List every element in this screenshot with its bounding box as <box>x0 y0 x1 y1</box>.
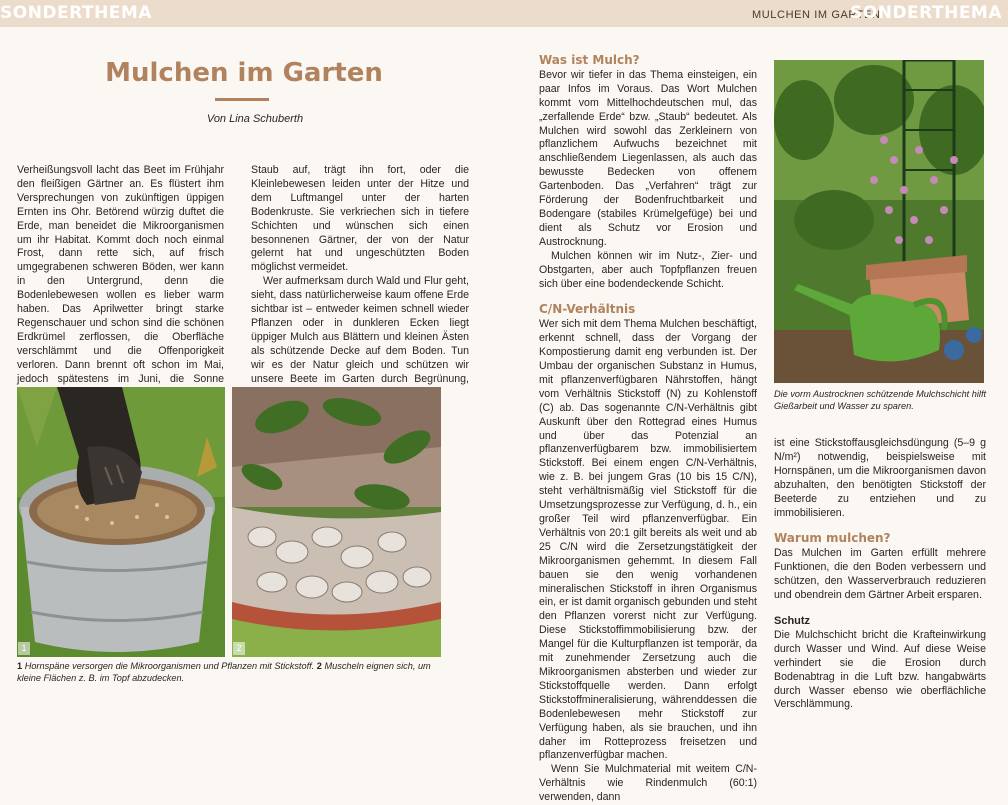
horn-shavings-image <box>17 387 225 657</box>
photo-mussel-shells <box>232 387 441 657</box>
column-1 <box>17 164 224 400</box>
heading-schutz: Schutz <box>774 614 811 627</box>
paragraph: ist eine Stickstoffausgleichsdüngung (5–9 g N/m²) notwendig, beispielsweise mit Hornspänen, um die Mikroorganismen davon abzuhalten, den benötigten Stickstoff der Beeterde zu entziehen und zu immobilisieren. <box>774 437 986 519</box>
figure-number-2: 2 <box>233 642 245 655</box>
paragraph: Wer aufmerksam durch Wald und Flur geht, sieht, dass natürlicherweise kaum offene Erde sichtbar ist – entweder keimen schnell wieder Pflanzen oder in dunkleren Ecken liegt üppiger Mulch aus Blättern und kleinen Ästen als schützende Decke auf dem Boden. Tun wir es der Natur gleich und schützen wir unsere Beete im Garten durch Begrünung, <box>251 275 469 385</box>
heading-cn-verhaeltnis: C/N-Verhältnis <box>539 302 636 317</box>
article-title: Mulchen im Garten <box>105 58 383 88</box>
photo-horn-shavings <box>17 387 225 657</box>
caption-number-2: 2 <box>316 661 322 671</box>
caption-1: Hornspäne versorgen die Mikroorganismen und Pflanzen mit Stickstoff. <box>24 661 315 671</box>
section-label-left: SONDERTHEMA <box>0 3 152 23</box>
column-2 <box>251 164 469 400</box>
photo-caption-3: Die vorm Austrocknen schützende Mulchschicht hilft Gießarbeit und Wasser zu sparen. <box>774 389 987 411</box>
caption-number-1: 1 <box>17 661 23 671</box>
paragraph: Mulchen können wir im Nutz-, Zier- und Obstgarten, aber auch Topfpflanzen freuen sich über eine bodendeckende Schicht. <box>539 249 757 290</box>
paragraph: Die Mulchschicht bricht die Krafteinwirkung durch Wasser und Wind. Auf diese Weise verhindert sie die Erosion durch Bodenabtrag in die Luft bzw. hangabwärts durch Wasser ebenso wie oberflächliche Verschlämmung. <box>774 628 986 711</box>
byline: Von Lina Schuberth <box>206 113 304 125</box>
heading-warum-mulchen: Warum mulchen? <box>774 531 891 546</box>
title-rule <box>215 98 269 101</box>
watering-can-image <box>774 60 984 383</box>
paragraph: Bevor wir tiefer in das Thema einsteigen, ein paar Infos im Voraus. Das Wort Mulchen kommt vom Mittelhochdeutschen mul, das „zerfallende Erde“ bzw. „Staub“ bedeutet. Als Mulchen wird sowohl das Zerkleinern von pflanzlichem Aufwuchs bezeichnet mit anschließendem Liegenlassen, als auch das bewusste Bedecken von offenem Gartenboden. Das „Verfahren“ trägt zur Förderung der Bodenfruchtbarkeit und Bodengare (stabiles Krümelgefüge) bei und dient als Schutz vor Erosion und Austrocknung. <box>539 68 757 248</box>
paragraph: Verheißungsvoll lacht das Beet im Frühjahr den fleißigen Gärtner an. Es flüstert ihm Versprechungen von zukünftigen üppigen Ernten ins Ohr. Betörend würzig duftet die Erde, man beneidet die Mikroorganismen um ihr Habitat. Kommt doch noch einmal Frost, dann rette sich, auf frisch umgegrabenen schweren Böden, wer kann in den Untergrund, denn die Bodenlebewesen wollen es lieber warm haben. Das Aprilwetter bringt starke Regenschauer und schon sind die schönen Erdkrümel zerflossen, die Oberfläche verschlämmt und die Offenporigkeit verloren. Dann brennt oft schon im Mai, jedoch spätestens im Juni, die Sonne <box>17 164 224 385</box>
heading-was-ist-mulch: Was ist Mulch? <box>539 53 640 67</box>
caption-2: Muscheln eignen sich, um kleine Flächen z. B. im Topf abzudecken. <box>17 661 431 683</box>
section-label-right: SONDERTHEMA <box>850 3 1002 23</box>
running-title: MULCHEN IM GARTEN <box>752 9 881 21</box>
photo-watering-can <box>774 60 984 383</box>
photo-captions <box>17 660 447 684</box>
paragraph: Wer sich mit dem Thema Mulchen beschäftigt, erkennt schnell, dass der Vorgang der Kompostierung damit eng verbunden ist. Der Umbau der organischen Substanz in Humus, mit pflanzenverfügbaren Nährstoffen, hängt vom Verhältnis Stickstoff (N) zu Kohlenstoff (C) ab. Das sogenannte C/N-Verhältnis gibt Auskunft über den Rottegrad eines Humus und über das Potenzial an pflanzenverfügbarem bzw. immobilisiertem Stickstoff. Bei einem engen C/N-Verhältnis, wie z. B. bei jungem Gras (10 bis 15 C/N), steht verhältnismäßig viel Stickstoff für die Umsetzungsprozesse zur Verfügung, d. h., ein großer Teil wird pflanzenverfügbar. Ein Verhältnis von 20:1 gilt bereits als weit und ab 25 C/N wird die Zersetzungstätigkeit der Mikroorganismen gehemmt. In diesem Fall bauen sie den wenig vorhandenen mineralischen Stickstoff in ihren Organismus ein, er ist damit organisch gebunden und steht den Pflanzen vorerst nicht zur Verfügung. Diese Stickstoffimmobilisierung bzw. der Mangel für die Kulturpflanzen ist temporär, da mit zunehmender Zersetzung auch die Mikroorganismen absterben und wieder zur Stickstoffquelle werden. Dann erfolgt Stickstoffmineralisierung, währenddessen die Bodenlebewesen mehr Stickstoff zur Verfügung haben, als sie brauchen, und ihn daher im Rotteprozess freisetzen und pflanzenverfügbar machen. <box>539 318 757 762</box>
paragraph: Wenn Sie Mulchmaterial mit weitem C/N-Verhältnis wie Rindenmulch (60:1) verwenden, dann <box>539 763 757 804</box>
column-3 <box>539 54 757 805</box>
mussel-shells-image <box>232 387 441 657</box>
paragraph: Staub auf, trägt ihn fort, oder die Kleinlebewesen leiden unter der Hitze und dem Luftmangel unter der harten Bodenkruste. Sie verkriechen sich in tiefere Schichten und wünschen sich einen besonnenen Gärtner, der von der Natur gelernt hat und ungeschützten Boden möglichst vermeidet. <box>251 164 469 274</box>
paragraph: Das Mulchen im Garten erfüllt mehrere Funktionen, die den Boden verbessern und schützen, den Wasserverbrauch reduzieren und obendrein dem Gärtner Arbeit ersparen. <box>774 547 986 602</box>
figure-number-1: 1 <box>18 642 30 655</box>
column-4 <box>774 437 986 712</box>
